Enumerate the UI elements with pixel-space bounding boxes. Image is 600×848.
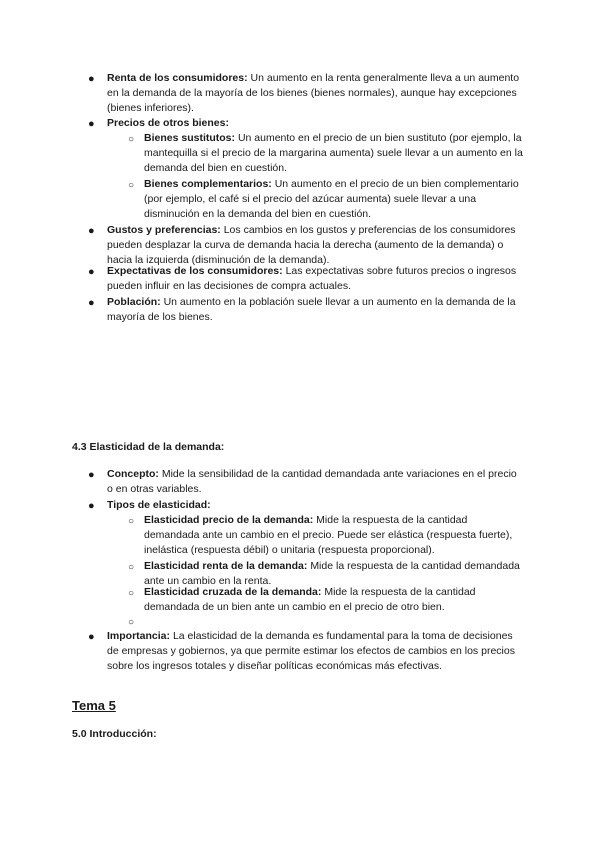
bullet-circle: ○ [128,180,135,191]
term-elasticidad-precio: Elasticidad precio de la demanda: [144,514,314,526]
text-poblacion: Un aumento en la población suele llevar a un aumento en la demanda de la mayoría de los bienes. [107,296,516,324]
term-poblacion: Población: [107,296,161,308]
term-expectativas: Expectativas de los consumidores: [107,265,283,277]
term-importancia: Importancia: [107,630,171,642]
item-concepto [107,467,525,497]
term-renta: Renta de los consumidores: [107,72,248,84]
item-complementarios [144,177,525,223]
text-concepto: Mide la sensibilidad de la cantidad demandada ante variaciones en el precio o en otras variables. [107,468,517,496]
text-elasticidad-renta: Mide la respuesta de la cantidad demandada ante un cambio en la renta. [144,560,520,588]
item-renta [107,71,525,117]
bullet-disc: ● [88,266,95,278]
bullet-disc: ● [88,73,95,85]
bullet-disc: ● [88,118,95,130]
term-concepto: Concepto: [107,468,159,480]
text-importancia: La elasticidad de la demanda es fundamental para la toma de decisiones de empresas y gobiernos, ya que permite estimar los efectos de cambios en los precios sobre los ingresos totales y diseñar políticas económicas más efectivas. [107,630,515,673]
bullet-circle: ○ [128,588,135,599]
bullet-disc: ● [88,631,95,643]
item-precios [107,116,525,131]
text-gustos: Los cambios en los gustos y preferencias de los consumidores pueden desplazar la curva de demanda hacia la derecha (aumento de la demanda) o hacia la izquierda (disminución de la demanda). [107,224,516,267]
term-tipos: Tipos de elasticidad: [107,499,211,511]
bullet-disc: ● [88,500,95,512]
bullet-circle: ○ [128,134,135,145]
item-elasticidad-cruzada [144,585,525,615]
text-elasticidad-cruzada: Mide la respuesta de la cantidad demandada de un bien ante un cambio en el precio de otro bien. [144,586,476,614]
term-complementarios: Bienes complementarios: [144,178,272,190]
item-gustos [107,223,525,269]
term-gustos: Gustos y preferencias: [107,224,221,236]
item-elasticidad-precio [144,513,525,559]
text-expectativas: Las expectativas sobre futuros precios o ingresos pueden influir en las decisiones de compra actuales. [107,265,517,293]
tema-title: Tema 5 [72,698,116,713]
text-sustitutos: Un aumento en el precio de un bien sustituto (por ejemplo, la mantequilla si el precio de la margarina aumenta) suele llevar a un aumento en la demanda del bien en cuestión. [144,132,523,175]
item-poblacion [107,295,525,325]
item-tipos [107,498,525,513]
text-complementarios: Un aumento en el precio de un bien complementario (por ejemplo, el café si el precio del azúcar aumenta) suele llevar a una disminución en la demanda del bien en cuestión. [144,178,519,221]
item-expectativas [107,264,525,294]
text-elasticidad-precio: Mide la respuesta de la cantidad demandada ante un cambio en el precio. Puede ser elástica (respuesta fuerte), inelástica (respuesta débil) o unitaria (respuesta proporcional). [144,514,513,557]
section-heading-elasticidad: 4.3 Elasticidad de la demanda: [72,441,225,453]
text-renta: Un aumento en la renta generalmente lleva a un aumento en la demanda de la mayoría de los bienes (bienes normales), aunque hay excepciones (bienes inferiores). [107,72,520,115]
term-elasticidad-cruzada: Elasticidad cruzada de la demanda: [144,586,322,598]
item-sustitutos [144,131,525,177]
bullet-circle-empty: ○ [128,617,135,628]
section-heading-introduccion: 5.0 Introducción: [72,728,157,740]
bullet-circle: ○ [128,562,135,573]
bullet-disc: ● [88,469,95,481]
term-precios: Precios de otros bienes: [107,117,229,129]
term-sustitutos: Bienes sustitutos: [144,132,236,144]
bullet-circle: ○ [128,516,135,527]
bullet-disc: ● [88,225,95,237]
term-elasticidad-renta: Elasticidad renta de la demanda: [144,560,308,572]
item-importancia [107,629,525,675]
bullet-disc: ● [88,297,95,309]
